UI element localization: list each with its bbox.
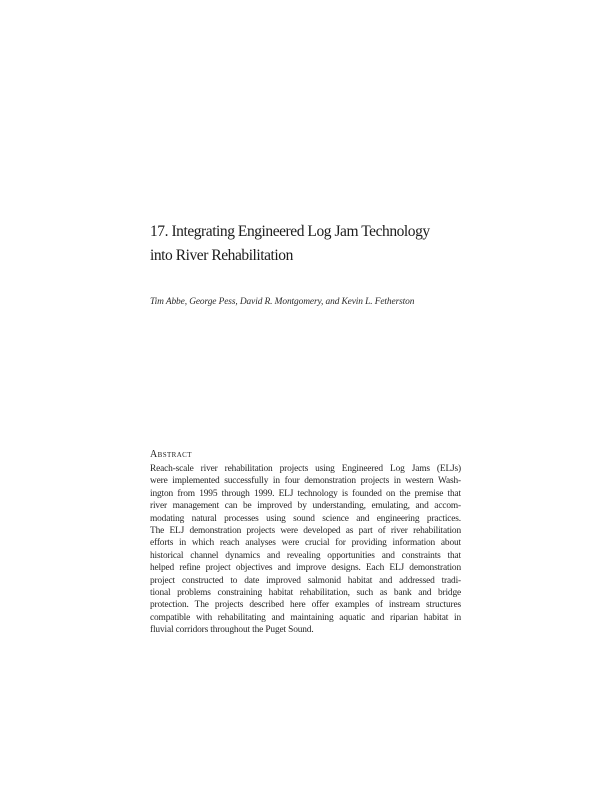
chapter-title-line: into River Rehabilitation bbox=[150, 247, 293, 264]
abstract-line: protection. The projects described here offer examples of instream structures bbox=[150, 600, 461, 611]
author-list: Tim Abbe, George Pess, David R. Montgomery, and Kevin L. Fetherston bbox=[150, 297, 415, 307]
abstract-line: fluvial corridors throughout the Puget Sound. bbox=[150, 625, 314, 636]
abstract-line: modating natural processes using sound science and engineering practices. bbox=[150, 513, 461, 524]
abstract-line: ington from 1995 through 1999. ELJ technology is founded on the premise that bbox=[150, 488, 461, 499]
abstract-line: The ELJ demonstration projects were developed as part of river rehabilitation bbox=[150, 526, 461, 537]
abstract-line: efforts in which reach analyses were crucial for providing information about bbox=[150, 538, 461, 549]
abstract-line: were implemented successfully in four demonstration projects in western Wash- bbox=[150, 476, 461, 487]
abstract-line: tional problems constraining habitat rehabilitation, such as bank and bridge bbox=[150, 588, 461, 599]
abstract-body bbox=[150, 463, 461, 637]
chapter-title bbox=[150, 220, 470, 268]
abstract-line: compatible with rehabilitating and maintaining aquatic and riparian habitat in bbox=[150, 612, 461, 623]
abstract-line: helped refine project objectives and improve designs. Each ELJ demonstration bbox=[150, 563, 461, 574]
abstract-line: historical channel dynamics and revealing opportunities and constraints that bbox=[150, 550, 461, 561]
abstract-line: project constructed to date improved salmonid habitat and addressed tradi- bbox=[150, 575, 461, 586]
abstract-line: Reach-scale river rehabilitation projects using Engineered Log Jams (ELJs) bbox=[150, 464, 461, 474]
abstract-line: river management can be improved by understanding, emulating, and accom- bbox=[150, 501, 461, 512]
chapter-title-line: 17. Integrating Engineered Log Jam Technology bbox=[150, 223, 430, 240]
abstract-heading: Abstract bbox=[150, 449, 192, 460]
